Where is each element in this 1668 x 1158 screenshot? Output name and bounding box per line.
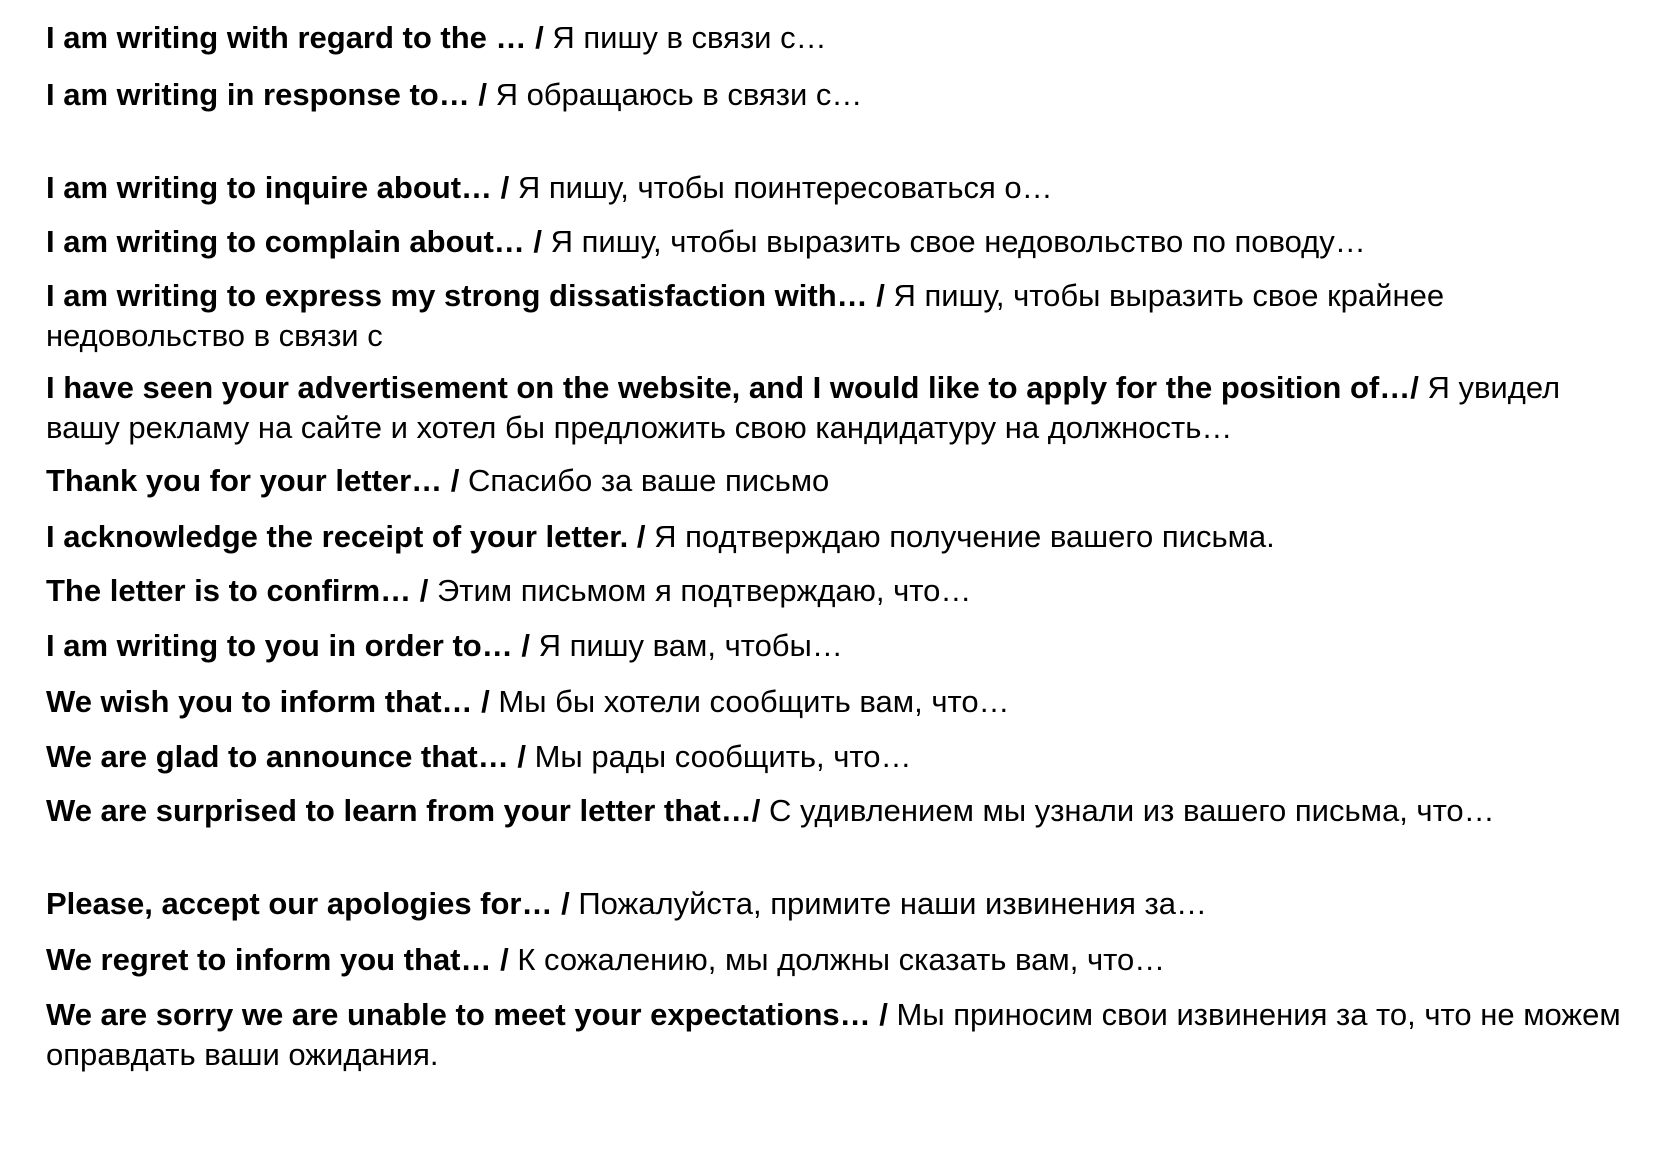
phrase-english: I am writing to inquire about… / xyxy=(46,170,518,205)
phrase-english: Please, accept our apologies for… / xyxy=(46,886,579,921)
phrase-english: We are surprised to learn from your letter that…/ xyxy=(46,793,769,828)
phrase-item xyxy=(46,737,1636,777)
phrase-english: We wish you to inform that… / xyxy=(46,684,499,719)
phrase-english: I am writing with regard to the … / xyxy=(46,20,553,55)
phrase-item xyxy=(46,884,1636,924)
phrase-russian: Мы приносим свои извинения за то, что не можем оправдать ваши ожидания. xyxy=(46,997,1621,1072)
phrase-item xyxy=(46,791,1636,831)
phrase-item xyxy=(46,276,1636,356)
phrase-russian: Пожалуйста, примите наши извинения за… xyxy=(578,886,1208,921)
phrase-english: Thank you for your letter… / xyxy=(46,463,468,498)
phrase-english: I am writing in response to… / xyxy=(46,77,496,112)
phrase-item xyxy=(46,626,1636,666)
phrase-english: I have seen your advertisement on the website, and I would like to apply for the position of…/ xyxy=(46,370,1428,405)
phrase-russian: Я пишу, чтобы выразить свое недовольство по поводу… xyxy=(550,224,1366,259)
phrase-english: I am writing to you in order to… / xyxy=(46,628,539,663)
phrase-item xyxy=(46,571,1636,611)
phrase-english: We regret to inform you that… / xyxy=(46,942,518,977)
phrase-russian: Я пишу, чтобы выразить свое крайнее недовольство в связи с xyxy=(46,278,1445,353)
phrase-english: The letter is to confirm… / xyxy=(46,573,437,608)
phrase-russian: Я пишу вам, чтобы… xyxy=(538,628,843,663)
phrase-russian: Я обращаюсь в связи с… xyxy=(495,77,863,112)
phrase-english: I am writing to express my strong dissatisfaction with… / xyxy=(46,278,894,313)
phrase-item xyxy=(46,18,1636,58)
phrase-english: We are sorry we are unable to meet your expectations… / xyxy=(46,997,897,1032)
phrase-item xyxy=(46,517,1636,557)
phrase-english: I acknowledge the receipt of your letter. / xyxy=(46,519,655,554)
phrase-russian: Я пишу, чтобы поинтересоваться о… xyxy=(517,170,1053,205)
phrase-russian: Я подтверждаю получение вашего письма. xyxy=(654,519,1275,554)
phrase-item xyxy=(46,75,1636,115)
phrase-russian: Спасибо за ваше письмо xyxy=(468,463,830,498)
phrase-english: We are glad to announce that… / xyxy=(46,739,535,774)
phrase-russian: С удивлением мы узнали из вашего письма, что… xyxy=(768,793,1495,828)
phrase-english: I am writing to complain about… / xyxy=(46,224,551,259)
phrase-item xyxy=(46,461,1636,501)
phrase-russian: Этим письмом я подтверждаю, что… xyxy=(437,573,972,608)
phrase-russian: Я увидел вашу рекламу на сайте и хотел бы предложить свою кандидатуру на должность… xyxy=(46,370,1561,445)
phrase-russian: Мы рады сообщить, что… xyxy=(534,739,912,774)
phrase-item xyxy=(46,368,1636,448)
phrase-item xyxy=(46,222,1636,262)
phrase-russian: К сожалению, мы должны сказать вам, что… xyxy=(517,942,1166,977)
phrase-item xyxy=(46,995,1636,1075)
phrase-item xyxy=(46,682,1636,722)
phrase-russian: Я пишу в связи с… xyxy=(552,20,827,55)
phrase-item xyxy=(46,168,1636,208)
phrase-russian: Мы бы хотели сообщить вам, что… xyxy=(498,684,1010,719)
phrase-item xyxy=(46,940,1636,980)
